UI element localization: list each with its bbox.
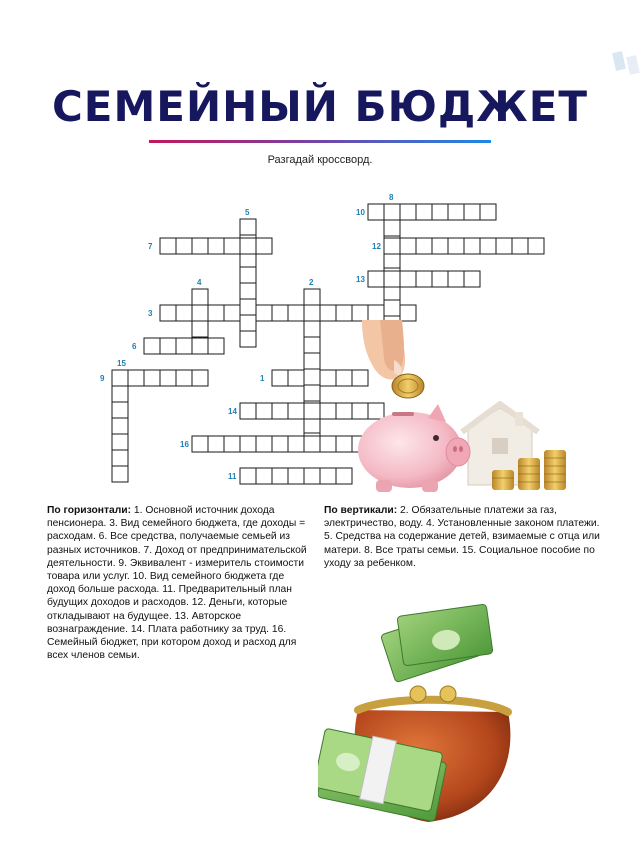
crossword-cell[interactable] (448, 238, 464, 254)
crossword-cell[interactable] (240, 331, 256, 347)
across-clues (47, 504, 315, 662)
crossword-cell[interactable] (192, 338, 208, 354)
crossword-cell[interactable] (320, 305, 336, 321)
crossword-cell[interactable] (240, 403, 256, 419)
crossword-cell[interactable] (464, 271, 480, 287)
crossword-cell[interactable] (400, 238, 416, 254)
crossword-cell[interactable] (240, 267, 256, 283)
across-heading: По горизонтали: (47, 505, 134, 516)
crossword-cell[interactable] (496, 238, 512, 254)
crossword-cell[interactable] (432, 238, 448, 254)
crossword-cell[interactable] (224, 305, 240, 321)
crossword-cell[interactable] (112, 418, 128, 434)
crossword-cell[interactable] (240, 299, 256, 315)
crossword-cell[interactable] (240, 283, 256, 299)
crossword-cell[interactable] (176, 338, 192, 354)
crossword-cell[interactable] (144, 338, 160, 354)
crossword-cell[interactable] (176, 305, 192, 321)
crossword-cell[interactable] (272, 436, 288, 452)
crossword-cell[interactable] (256, 238, 272, 254)
crossword-cell[interactable] (256, 436, 272, 452)
crossword-cell[interactable] (480, 238, 496, 254)
crossword-cell[interactable] (144, 370, 160, 386)
crossword-cell[interactable] (208, 338, 224, 354)
crossword-cell[interactable] (368, 204, 384, 220)
crossword-cell[interactable] (240, 436, 256, 452)
crossword-cell[interactable] (416, 238, 432, 254)
crossword-cell[interactable] (192, 289, 208, 305)
crossword-cell[interactable] (304, 468, 320, 484)
crossword-cell[interactable] (272, 403, 288, 419)
clue-number: 7 (148, 242, 153, 251)
clue-number: 5 (245, 208, 250, 217)
crossword-cell[interactable] (112, 370, 128, 386)
clue-number: 10 (356, 208, 365, 217)
clue-number: 6 (132, 342, 137, 351)
crossword-cell[interactable] (160, 370, 176, 386)
crossword-cell[interactable] (240, 238, 256, 254)
across-clues-text: 1. Основной источник дохода пенсионера. 3. Вид семейного бюджета, где доходы = расходам. 6. Все средства, получаемые семьей из разных источников. 7. Доход от предпринимательской деятельности. 9. Эквивалент - измеритель стоимости товара или услуг. 10. Вид семейного бюджета где доход больше расхода. 11. Предварительный план будущих доходов и расходов. 12. Деньги, которые откладывают на будущее. 13. Авторское вознаграждение. 14. Плата работнику за труд. 16. Семейный бюджет, при котором доход и расход для всех членов семьи. (47, 505, 307, 662)
crossword-cell[interactable] (256, 305, 272, 321)
hand-icon (362, 320, 405, 380)
crossword-cell[interactable] (464, 238, 480, 254)
clue-number: 2 (309, 278, 314, 287)
clue-number: 9 (100, 374, 105, 383)
clue-number: 8 (389, 193, 394, 202)
crossword-cell[interactable] (432, 204, 448, 220)
crossword-cell[interactable] (112, 450, 128, 466)
clue-number: 16 (180, 440, 189, 449)
crossword-cell[interactable] (368, 271, 384, 287)
crossword-cell[interactable] (384, 220, 400, 236)
crossword-cell[interactable] (192, 238, 208, 254)
crossword-cell[interactable] (112, 402, 128, 418)
clue-number: 11 (228, 472, 237, 481)
crossword-cell[interactable] (448, 204, 464, 220)
crossword-cell[interactable] (160, 305, 176, 321)
down-heading: По вертикали: (324, 505, 401, 516)
clue-number: 15 (117, 359, 126, 368)
crossword-cell[interactable] (224, 436, 240, 452)
crossword-cell[interactable] (320, 370, 336, 386)
crossword-cell[interactable] (400, 204, 416, 220)
crossword-cell[interactable] (304, 337, 320, 353)
page-title: СЕМЕЙНЫЙ БЮДЖЕТ (51, 82, 589, 131)
crossword-cell[interactable] (304, 305, 320, 321)
clue-number: 4 (197, 278, 202, 287)
crossword-cell[interactable] (192, 305, 208, 321)
clue-number: 13 (356, 275, 365, 284)
crossword-cell[interactable] (160, 238, 176, 254)
down-clues-text: 2. Обязательные платежи за газ, электричество, воду. 4. Установленные законом платежи. 5. Средства на содержание детей, взимаемые с отца или матери. 8. Все траты семьи. 15. Социальное пособие по уходу за ребенком. (324, 505, 600, 569)
crossword-cell[interactable] (192, 321, 208, 337)
crossword-cell[interactable] (288, 403, 304, 419)
crossword-cell[interactable] (304, 353, 320, 369)
crossword-cell[interactable] (288, 305, 304, 321)
piggy-bank-icon (358, 404, 470, 492)
crossword-cell[interactable] (160, 338, 176, 354)
clue-number: 3 (148, 309, 153, 318)
down-clues (324, 504, 604, 570)
crossword-cell[interactable] (416, 204, 432, 220)
crossword-cell[interactable] (176, 370, 192, 386)
banknote-icon (380, 604, 493, 683)
crossword-cell[interactable] (240, 315, 256, 331)
clue-number: 1 (260, 374, 265, 383)
purse-illustration (318, 600, 538, 840)
crossword-cell[interactable] (480, 204, 496, 220)
crossword-cell[interactable] (384, 238, 400, 254)
crossword-cell[interactable] (240, 468, 256, 484)
crossword-cell[interactable] (320, 468, 336, 484)
piggy-bank-illustration (340, 300, 580, 500)
crossword-cell[interactable] (112, 466, 128, 482)
crossword-cell[interactable] (304, 436, 320, 452)
crossword-cell[interactable] (400, 271, 416, 287)
crossword-cell[interactable] (112, 434, 128, 450)
crossword-cell[interactable] (256, 468, 272, 484)
crossword-cell[interactable] (256, 403, 272, 419)
crossword-cell[interactable] (528, 238, 544, 254)
clue-number: 12 (372, 242, 381, 251)
crossword-cell[interactable] (192, 436, 208, 452)
crossword-cell[interactable] (432, 271, 448, 287)
page-subtitle: Разгадай кроссворд. (267, 154, 373, 166)
crossword-cell[interactable] (272, 305, 288, 321)
crossword-cell[interactable] (320, 403, 336, 419)
crossword-cell[interactable] (208, 305, 224, 321)
crossword-cell[interactable] (272, 468, 288, 484)
crossword-cell[interactable] (288, 370, 304, 386)
crossword-cell[interactable] (384, 204, 400, 220)
crossword-cell[interactable] (304, 385, 320, 401)
crossword-cell[interactable] (208, 238, 224, 254)
crossword-cell[interactable] (304, 369, 320, 385)
crossword-cell[interactable] (384, 271, 400, 287)
crossword-cell[interactable] (176, 238, 192, 254)
crossword-cell[interactable] (112, 386, 128, 402)
clue-number: 14 (228, 407, 237, 416)
crossword-cell[interactable] (320, 436, 336, 452)
crossword-cell[interactable] (464, 204, 480, 220)
crossword-cell[interactable] (240, 219, 256, 235)
crossword-cell[interactable] (192, 370, 208, 386)
crossword-cell[interactable] (224, 238, 240, 254)
crossword-cell[interactable] (304, 403, 320, 419)
crossword-cell[interactable] (272, 370, 288, 386)
crossword-cell[interactable] (304, 289, 320, 305)
coin-icon (392, 374, 424, 398)
crossword-cell[interactable] (208, 436, 224, 452)
crossword-cell[interactable] (448, 271, 464, 287)
crossword-cell[interactable] (288, 436, 304, 452)
crossword-cell[interactable] (288, 468, 304, 484)
crossword-cell[interactable] (416, 271, 432, 287)
crossword-cell[interactable] (128, 370, 144, 386)
crossword-cell[interactable] (512, 238, 528, 254)
crossword-cell[interactable] (304, 321, 320, 337)
